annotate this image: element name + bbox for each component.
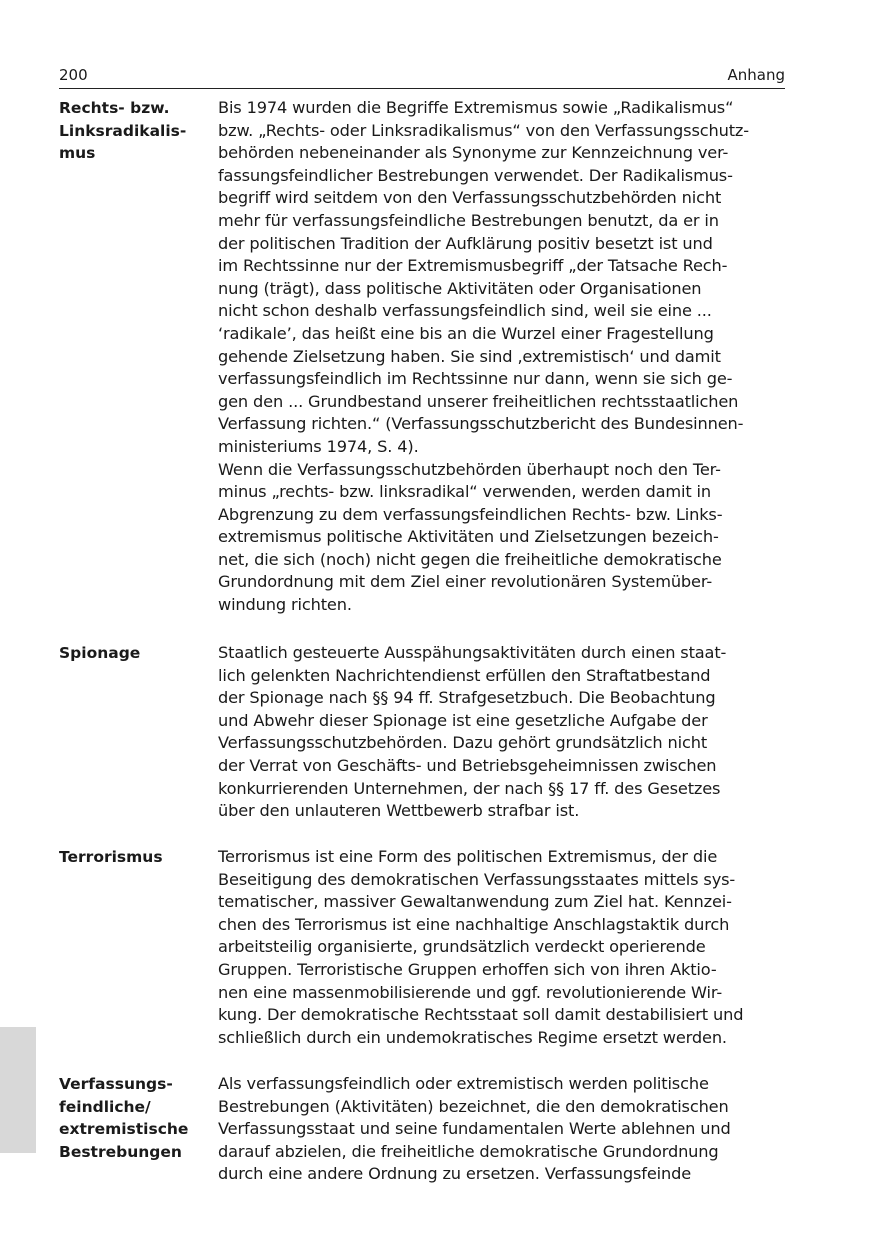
definition-line: verfassungsfeindlich im Rechtssinne nur dann, wenn sie sich ge- (218, 369, 733, 389)
definition-line: minus „rechts- bzw. linksradikal“ verwenden, werden damit in (218, 482, 711, 502)
definition-line: chen des Terrorismus ist eine nachhaltige Anschlagstaktik durch (218, 914, 730, 934)
definition-line: gen den ... Grundbestand unserer freiheitlichen rechtsstaatlichen (218, 391, 739, 411)
definition-line: Beseitigung des demokratischen Verfassungsstaates mittels sys- (218, 869, 736, 889)
term-line: Terrorismus (59, 848, 163, 866)
definition-line: arbeitsteilig organisierte, grundsätzlich verdeckt operierende (218, 937, 706, 957)
definition-line: Verfassung richten.“ (Verfassungsschutzbericht des Bundesinnen- (218, 414, 744, 434)
entry-definition (218, 97, 793, 617)
page-header (59, 64, 785, 89)
term-line: Linksradikalis- (59, 121, 187, 140)
definition-line: Staatlich gesteuerte Ausspähungsaktivitäten durch einen staat- (218, 643, 727, 662)
definition-line: Verfassungsstaat und seine fundamentalen Werte ablehnen und (218, 1119, 731, 1139)
definition-line: und Abwehr dieser Spionage ist eine gesetzliche Aufgabe der (218, 710, 708, 730)
definition-line: windung richten. (218, 595, 352, 615)
term-line: mus (59, 144, 96, 163)
definition-line: tematischer, massiver Gewaltanwendung zum Ziel hat. Kennzei- (218, 892, 732, 912)
running-head: Anhang (727, 66, 785, 84)
definition-line: nicht schon deshalb verfassungsfeindlich sind, weil sie eine ... (218, 301, 712, 321)
definition-line: Terrorismus ist eine Form des politischen Extremismus, der die (218, 847, 718, 866)
definition-line: ministeriums 1974, S. 4). (218, 436, 419, 456)
definition-line: extremismus politische Aktivitäten und Zielsetzungen bezeich- (218, 527, 719, 547)
definition-line: Gruppen. Terroristische Gruppen erhoffen sich von ihren Aktio- (218, 959, 717, 979)
entry-definition (218, 1073, 793, 1186)
definition-line: nen eine massenmobilisierende und ggf. revolutionierende Wir- (218, 982, 723, 1002)
definition-line: bzw. „Rechts- oder Linksradikalismus“ von den Verfassungsschutz- (218, 120, 749, 140)
definition-line: der politischen Tradition der Aufklärung positiv besetzt ist und (218, 233, 713, 253)
definition-line: über den unlauteren Wettbewerb strafbar ist. (218, 801, 580, 821)
definition-line: der Verrat von Geschäfts- und Betriebsgeheimnissen zwischen (218, 755, 717, 775)
page-number: 200 (59, 66, 88, 84)
entry-term (59, 97, 209, 165)
definition-line: durch eine andere Ordnung zu ersetzen. Verfassungsfeinde (218, 1164, 692, 1184)
entry-definition (218, 642, 793, 823)
definition-line: schließlich durch ein undemokratisches Regime ersetzt werden. (218, 1027, 727, 1047)
definition-line: mehr für verfassungsfeindliche Bestrebungen benutzt, da er in (218, 210, 719, 230)
term-line: feindliche/ (59, 1097, 151, 1116)
definition-line: Grundordnung mit dem Ziel einer revolutionären Systemüber- (218, 572, 713, 592)
entry-term (59, 1073, 209, 1163)
definition-line: net, die sich (noch) nicht gegen die freiheitliche demokratische (218, 549, 722, 569)
term-line: Verfassungs- (59, 1075, 173, 1093)
term-line: Rechts- bzw. (59, 99, 170, 117)
definition-line: Abgrenzung zu dem verfassungsfeindlichen Rechts- bzw. Links- (218, 504, 723, 524)
definition-line: nung (trägt), dass politische Aktivitäten oder Organisationen (218, 278, 702, 298)
definition-line: fassungsfeindlicher Bestrebungen verwendet. Der Radikalismus- (218, 165, 733, 185)
entry-term (59, 846, 209, 869)
definition-line: lich gelenkten Nachrichtendienst erfüllen den Straftatbestand (218, 665, 711, 685)
definition-line: darauf abzielen, die freiheitliche demokratische Grundordnung (218, 1141, 719, 1161)
definition-line: im Rechtssinne nur der Extremismusbegriff „der Tatsache Rech- (218, 256, 728, 276)
definition-line: konkurrierenden Unternehmen, der nach §§ 17 ff. des Gesetzes (218, 778, 721, 798)
term-line: Bestrebungen (59, 1142, 182, 1161)
definition-line: Als verfassungsfeindlich oder extremistisch werden politische (218, 1074, 709, 1093)
margin-tab (0, 1027, 36, 1153)
definition-line: gehende Zielsetzung haben. Sie sind ‚extremistisch‘ und damit (218, 346, 721, 366)
term-line: Spionage (59, 644, 141, 662)
entry-term (59, 642, 209, 665)
definition-line: ‘radikale’, das heißt eine bis an die Wurzel einer Fragestellung (218, 323, 714, 343)
definition-line: Bis 1974 wurden die Begriffe Extremismus sowie „Radikalismus“ (218, 98, 734, 117)
definition-line: begriff wird seitdem von den Verfassungsschutzbehörden nicht (218, 188, 722, 208)
definition-line: behörden nebeneinander als Synonyme zur Kennzeichnung ver- (218, 143, 729, 163)
definition-line: Wenn die Verfassungsschutzbehörden überhaupt noch den Ter- (218, 459, 721, 479)
definition-line: kung. Der demokratische Rechtsstaat soll damit destabilisiert und (218, 1005, 744, 1025)
entry-definition (218, 846, 793, 1049)
term-line: extremistische (59, 1120, 189, 1139)
definition-line: Bestrebungen (Aktivitäten) bezeichnet, die den demokratischen (218, 1096, 729, 1116)
definition-line: Verfassungsschutzbehörden. Dazu gehört grundsätzlich nicht (218, 733, 708, 753)
definition-line: der Spionage nach §§ 94 ff. Strafgesetzbuch. Die Beobachtung (218, 688, 716, 708)
